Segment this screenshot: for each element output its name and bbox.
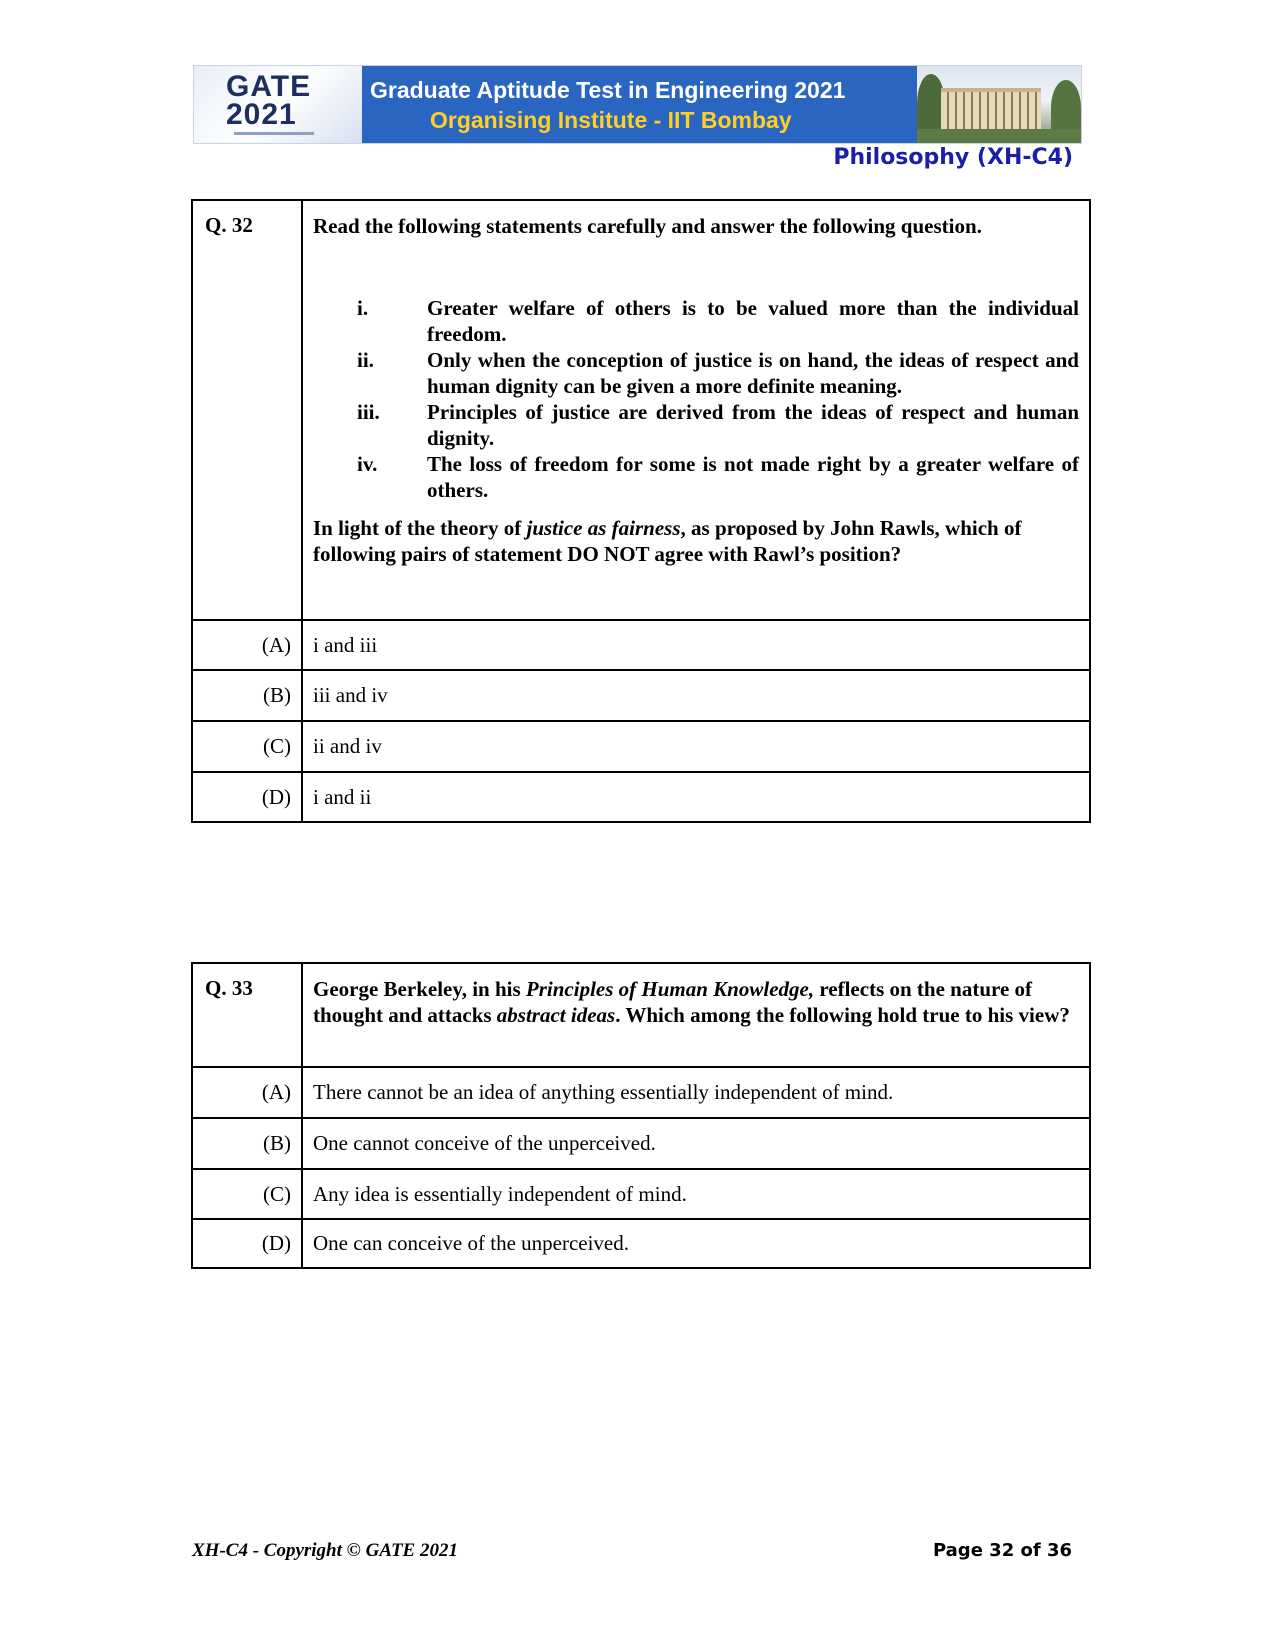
question-33-table	[191, 962, 1091, 1269]
logo-underline	[234, 132, 314, 135]
tree-right	[1051, 80, 1081, 135]
question-32-table	[191, 199, 1091, 823]
option-text[interactable]: i and iii	[302, 620, 1090, 670]
option-row[interactable]	[192, 721, 1090, 772]
stem-text: . Which among the following hold true to his view?	[615, 1003, 1070, 1027]
prompt-italic-term: justice as fairness	[526, 516, 681, 540]
option-text[interactable]: One can conceive of the unperceived.	[302, 1219, 1090, 1268]
statement-item	[357, 295, 1079, 347]
statement-item	[357, 399, 1079, 451]
option-row[interactable]	[192, 670, 1090, 721]
statement-number: iii.	[357, 400, 380, 424]
option-text[interactable]: i and ii	[302, 772, 1090, 822]
option-row[interactable]	[192, 1118, 1090, 1169]
banner-title: Graduate Aptitude Test in Engineering 2021	[370, 76, 846, 103]
book-title: Principles of Human Knowledge,	[525, 977, 815, 1001]
footer-copyright: XH-C4 - Copyright © GATE 2021	[192, 1540, 458, 1561]
option-label: (A)	[192, 1067, 302, 1118]
option-row[interactable]	[192, 772, 1090, 822]
question-body	[302, 200, 1090, 620]
logo-gate-text: GATE	[226, 70, 312, 103]
subject-title: Philosophy (XH-C4)	[833, 145, 1073, 170]
stem-italic-term: abstract ideas	[496, 1003, 616, 1027]
option-row[interactable]	[192, 620, 1090, 670]
option-label: (B)	[192, 670, 302, 721]
option-label: (A)	[192, 620, 302, 670]
option-row[interactable]	[192, 1219, 1090, 1268]
lawn	[917, 129, 1081, 143]
option-text[interactable]: iii and iv	[302, 670, 1090, 721]
header-banner	[193, 65, 1082, 144]
prompt-text-end: , as proposed by John Rawls, which of following pairs of statement DO NOT agree with Rawl’s position?	[313, 516, 1022, 566]
statement-number: iv.	[357, 452, 378, 476]
statement-item	[357, 451, 1079, 503]
institute-photo	[917, 66, 1081, 143]
question-body	[302, 963, 1090, 1067]
option-text[interactable]: Any idea is essentially independent of mind.	[302, 1169, 1090, 1219]
stem-text: George Berkeley, in his	[313, 977, 526, 1001]
question-prompt	[313, 515, 1089, 567]
statement-item	[357, 347, 1079, 399]
option-text[interactable]: There cannot be an idea of anything essentially independent of mind.	[302, 1067, 1090, 1118]
option-label: (B)	[192, 1118, 302, 1169]
statement-text: Greater welfare of others is to be valued more than the individual freedom.	[427, 296, 1079, 346]
stem-text: reflects on the nature of thought and attacks	[313, 977, 1033, 1027]
option-label: (D)	[192, 1219, 302, 1268]
option-text[interactable]: ii and iv	[302, 721, 1090, 772]
option-row[interactable]	[192, 1067, 1090, 1118]
option-label: (D)	[192, 772, 302, 822]
statement-text: Principles of justice are derived from the ideas of respect and human dignity.	[427, 400, 1079, 450]
banner-title-block	[362, 66, 917, 143]
question-number: Q. 33	[192, 963, 302, 1067]
option-row[interactable]	[192, 1169, 1090, 1219]
statement-number: i.	[357, 296, 369, 320]
statement-text: The loss of freedom for some is not made right by a greater welfare of others.	[427, 452, 1079, 502]
banner-subtitle: Organising Institute - IIT Bombay	[430, 106, 792, 133]
gate-logo	[194, 66, 362, 143]
building	[941, 88, 1041, 132]
prompt-text: In light of the theory of	[313, 516, 527, 540]
statement-number: ii.	[357, 348, 374, 372]
option-text[interactable]: One cannot conceive of the unperceived.	[302, 1118, 1090, 1169]
logo-year-text: 2021	[226, 98, 297, 131]
option-label: (C)	[192, 721, 302, 772]
question-number: Q. 32	[192, 200, 302, 620]
statement-list	[357, 295, 1079, 503]
statement-text: Only when the conception of justice is on hand, the ideas of respect and human dignity can be given a more definite meaning.	[427, 348, 1079, 398]
footer-page-number: Page 32 of 36	[932, 1540, 1072, 1561]
question-stem: Read the following statements carefully and answer the following question.	[313, 214, 982, 238]
question-stem	[313, 976, 1079, 1028]
option-label: (C)	[192, 1169, 302, 1219]
